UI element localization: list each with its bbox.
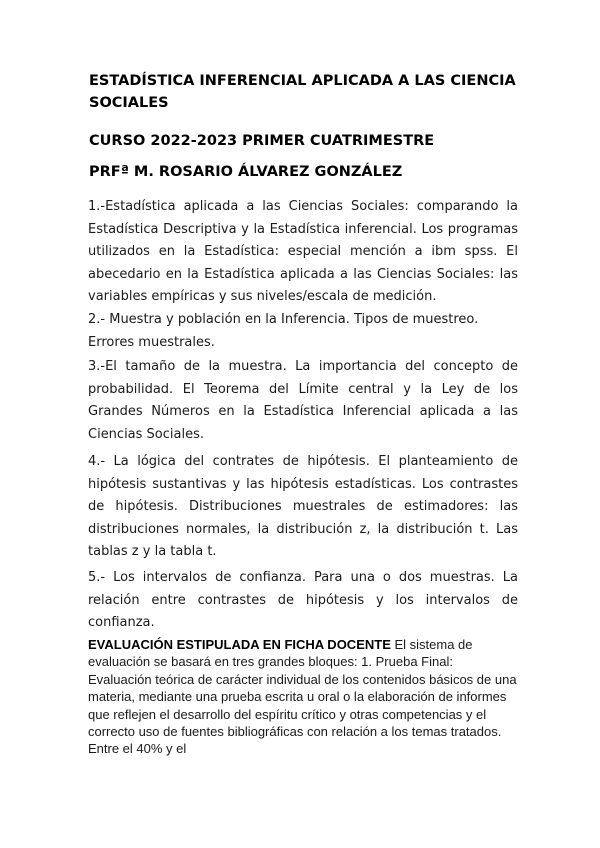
topic-2: 2.- Muestra y población en la Inferencia. Tipos de muestreo. Errores muestrales. xyxy=(88,312,479,350)
topic-4: 4.- La lógica del contrates de hipótesis. El planteamiento de hipótesis sustantivas y las hipótesis estadísticas. Los contrastes de hipótesis. Distribuciones muestrales de estimadores: las distribuciones normales, la distribución z, la distribución t. Las tablas z y la tabla t. xyxy=(88,454,518,559)
topic-1: 1.-Estadística aplicada a las Ciencias Sociales: comparando la Estadística Descriptiva y la Estadística inferencial. Los programas utilizados en la Estadística: especial mención a ibm spss. El abecedario en la Estadística aplicada a las Ciencias Sociales: las variables empíricas y sus niveles/escala de medición. xyxy=(88,199,518,304)
course-line: CURSO 2022-2023 PRIMER CUATRIMESTRE xyxy=(89,133,435,149)
document-title: ESTADÍSTICA INFERENCIAL APLICADA A LAS CIENCIA SOCIALES xyxy=(89,73,516,111)
evaluation-block xyxy=(88,636,518,758)
professor-line: PRFª M. ROSARIO ÁLVAREZ GONZÁLEZ xyxy=(89,164,403,180)
topic-3: 3.-El tamaño de la muestra. La importancia del concepto de probabilidad. El Teorema del Límite central y la Ley de los Grandes Números en la Estadística Inferencial aplicada a las Ciencias Sociales. xyxy=(88,359,518,442)
evaluation-text: El sistema de evaluación se basará en tres grandes bloques: 1. Prueba Final: Evaluación teórica de carácter individual de los contenidos básicos de una materia, mediante una prueba escrita u oral o la elaboración de informes que reflejen el desarrollo del espíritu crítico y otras competencias y el correcto uso de fuentes bibliográficas con relación a los temas tratados. Entre el 40% y el xyxy=(88,637,517,757)
evaluation-heading: EVALUACIÓN ESTIPULADA EN FICHA DOCENTE xyxy=(88,637,391,652)
topic-5: 5.- Los intervalos de confianza. Para una o dos muestras. La relación entre contrastes de hipótesis y los intervalos de confianza. xyxy=(88,570,518,630)
